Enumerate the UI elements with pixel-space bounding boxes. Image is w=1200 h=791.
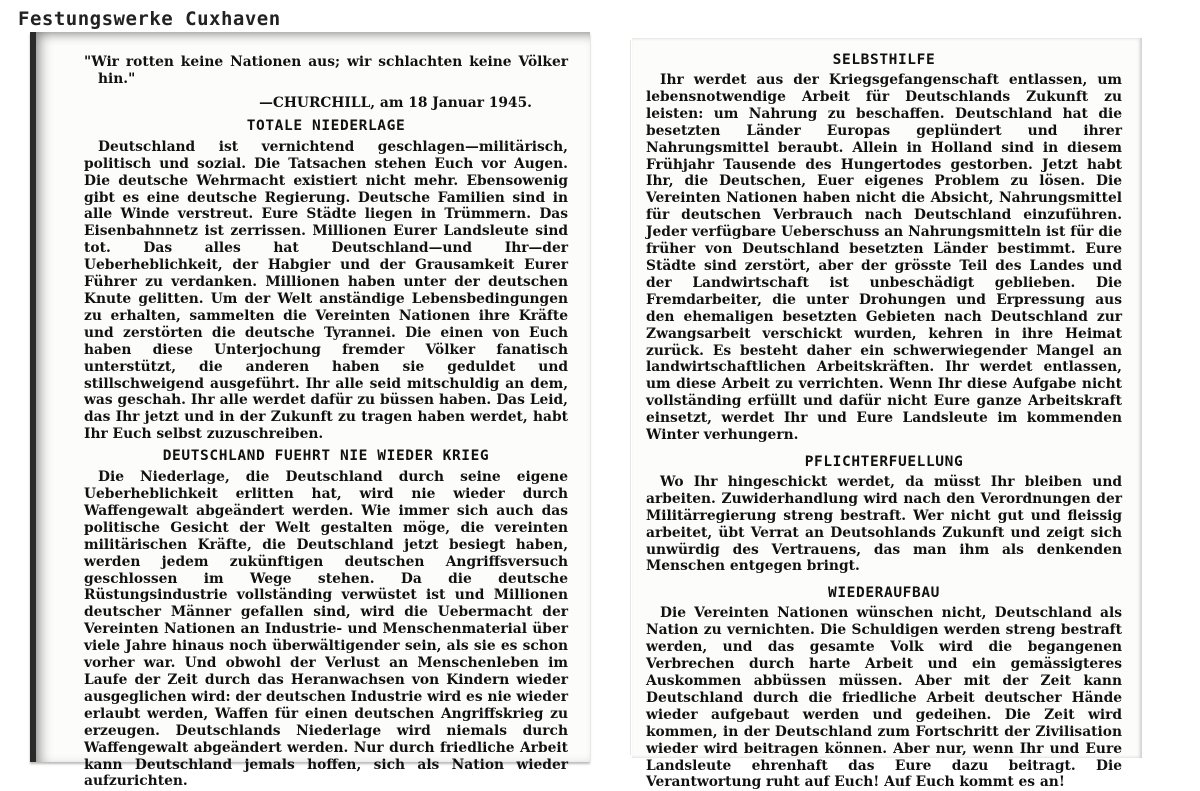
body-selbsthilfe: Ihr werdet aus der Kriegsgefangenschaft entlassen, um lebensnotwendige Arbeit für Deutschlands Zukunft zu leisten: um Nahrung zu beschaffen. Deutschland hat die besetzten Länder Europas geplündert und ihrer Nahrungsmittel beraubt. Allein in Holland sind in diesem Frühjahr Tausende des Hungertodes gestorben. Jetzt habt Ihr, die Deutschen, Euer eigenes Problem zu lösen. Die Vereinten Nationen haben nicht die Absicht, Nahrungsmittel für deutschen Verbrauch nach Deutschland einzuführen. Jeder verfügbare Ueberschuss an Nahrungsmitteln ist für die früher von Deutschland besetzten Länder bestimmt. Eure Städte sind zerstört, aber der grösste Teil des Landes und der Landwirtschaft ist unbeschädigt geblieben. Die Fremdarbeiter, die unter Drohungen und Erpressung aus den ehemaligen besetzten Gebieten nach Deutschland zur Zwangsarbeit verschickt wurden, kehren in ihre Heimat zurück. Es besteht daher ein schwerwiegender Mangel an landwirtschaftlichen Arbeitskräften. Ihr werdet entlassen, um diese Arbeit zu verrichten. Wenn Ihr diese Aufgabe nicht vollständing erfüllt und dafür nicht Eure ganze Arbeitskraft einsetzt, werdet Ihr und Eure Landsleute im kommenden Winter verhungern.: [646, 72, 1122, 444]
heading-wiederaufbau: WIEDERAUFBAU: [828, 585, 940, 602]
churchill-quote: "Wir rotten keine Nationen aus; wir schlachten keine Völker hin.": [84, 54, 568, 87]
left-leaflet-page: [30, 32, 590, 790]
body-pflichterfuellung: Wo Ihr hingeschickt werdet, da müsst Ihr bleiben und arbeiten. Zuwiderhandlung wird nach den Verordnungen der Militärregierung streng bestraft. Wer nicht gut und fleissig arbeitet, übt Verrat an Deutsohlands Zukunft und zeigt sich unwürdig des Vertrauens, das man ihm als denkenden Menschen entgegen bringt.: [646, 473, 1122, 575]
heading-nie-wieder-krieg: DEUTSCHLAND FUEHRT NIE WIEDER KRIEG: [162, 448, 490, 465]
heading-selbsthilfe: SELBSTHILFE: [832, 52, 936, 68]
right-leaflet-page: [632, 38, 1142, 791]
body-nie-wieder-krieg: Die Niederlage, die Deutschland durch seine eigene Ueberheblichkeit erlitten hat, wird nie wieder durch Waffengewalt abgeändert werden. Wie immer sich auch das politische Gesicht der Welt gestalten möge, die vereinten militärischen Kräfte, die Deutschland jetzt besiegt haben, werden jedem zukünftigen deutschen Angriffsversuch geschlossen im Wege stehen. Da die deutsche Rüstungsindustrie vollständing verwüstet ist und Millionen deutscher Männer gefallen sind, wird die Uebermacht der Vereinten Nationen an Industrie- und Menschenmaterial über viele Jahre hinaus noch überwältigender sein, als sie es schon vorher war. Und obwohl der Verlust an Menschenleben im Laufe der Zeit durch das Heranwachsen von Kindern wieder ausgeglichen wird: der deutschen Industrie wird es nie wieder erlaubt werden, Waffen für einen deutschen Angriffskrieg zu erzeugen. Deutschlands Niederlage wird niemals durch Waffengewalt abgeändert werden. Nur durch friedliche Arbeit kann Deutschland jemals hoffen, sich als Nation wieder aufzurichten.: [84, 469, 568, 790]
heading-totale-niederlage: TOTALE NIEDERLAGE: [246, 117, 406, 134]
body-totale-niederlage: Deutschland ist vernichtend geschlagen—militärisch, politisch und sozial. Die Tatsachen stehen Euch vor Augen. Die deutsche Wehrmacht existiert nicht mehr. Ebensowenig gibt es eine deutsche Regierung. Deutsche Familien sind in alle Winde verstreut. Eure Städte liegen in Trümmern. Das Eisenbahnnetz ist zerrissen. Millionen Eurer Landsleute sind tot. Das alles hat Deutschland—und Ihr—der Ueberheblichkeit, der Habgier und der Grausamkeit Eurer Führer zu verdanken. Millionen haben unter der deutschen Knute gelitten. Um der Welt anständige Lebensbedingungen zu erhalten, sammelten die Vereinten Nationen ihre Kräfte und zerstörten die deutsche Tyrannei. Die einen von Euch haben diese Unterjochung fremder Völker fanatisch unterstützt, die anderen haben sie geduldet und stillschweigend ausgeführt. Ihr alle seid mitschuldig an dem, was geschah. Ihr alle werdet dafür zu büssen haben. Das Leid, das Ihr jetzt und in der Zukunft zu tragen haben werdet, habt Ihr Euch selbst zuzuschreiben.: [84, 138, 568, 443]
page-title: Festungswerke Cuxhaven: [18, 8, 281, 30]
page-divider: [630, 40, 631, 755]
heading-pflichterfuellung: PFLICHTERFUELLUNG: [804, 453, 964, 470]
quote-attribution: —CHURCHILL, am 18 Januar 1945.: [259, 94, 532, 111]
body-wiederaufbau: Die Vereinten Nationen wünschen nicht, Deutschland als Nation zu vernichten. Die Schuldigen werden streng bestraft werden, und das gesamte Volk wird die begangenen Verbrechen durch harte Arbeit und ein gemässigteres Auskommen abbüssen müssen. Aber mit der Zeit kann Deutschland durch die friedliche Arbeit deutscher Hände wieder aufgebaut werden und gedeihen. Die Zeit wird kommen, in der Deutschland zum Fortschritt der Zivilisation wieder wird beitragen können. Aber nur, wenn Ihr und Eure Landsleute ehrenhaft das Eure dazu beitragt. Die Verantwortung ruht auf Euch! Auf Euch kommt es an!: [646, 605, 1122, 791]
